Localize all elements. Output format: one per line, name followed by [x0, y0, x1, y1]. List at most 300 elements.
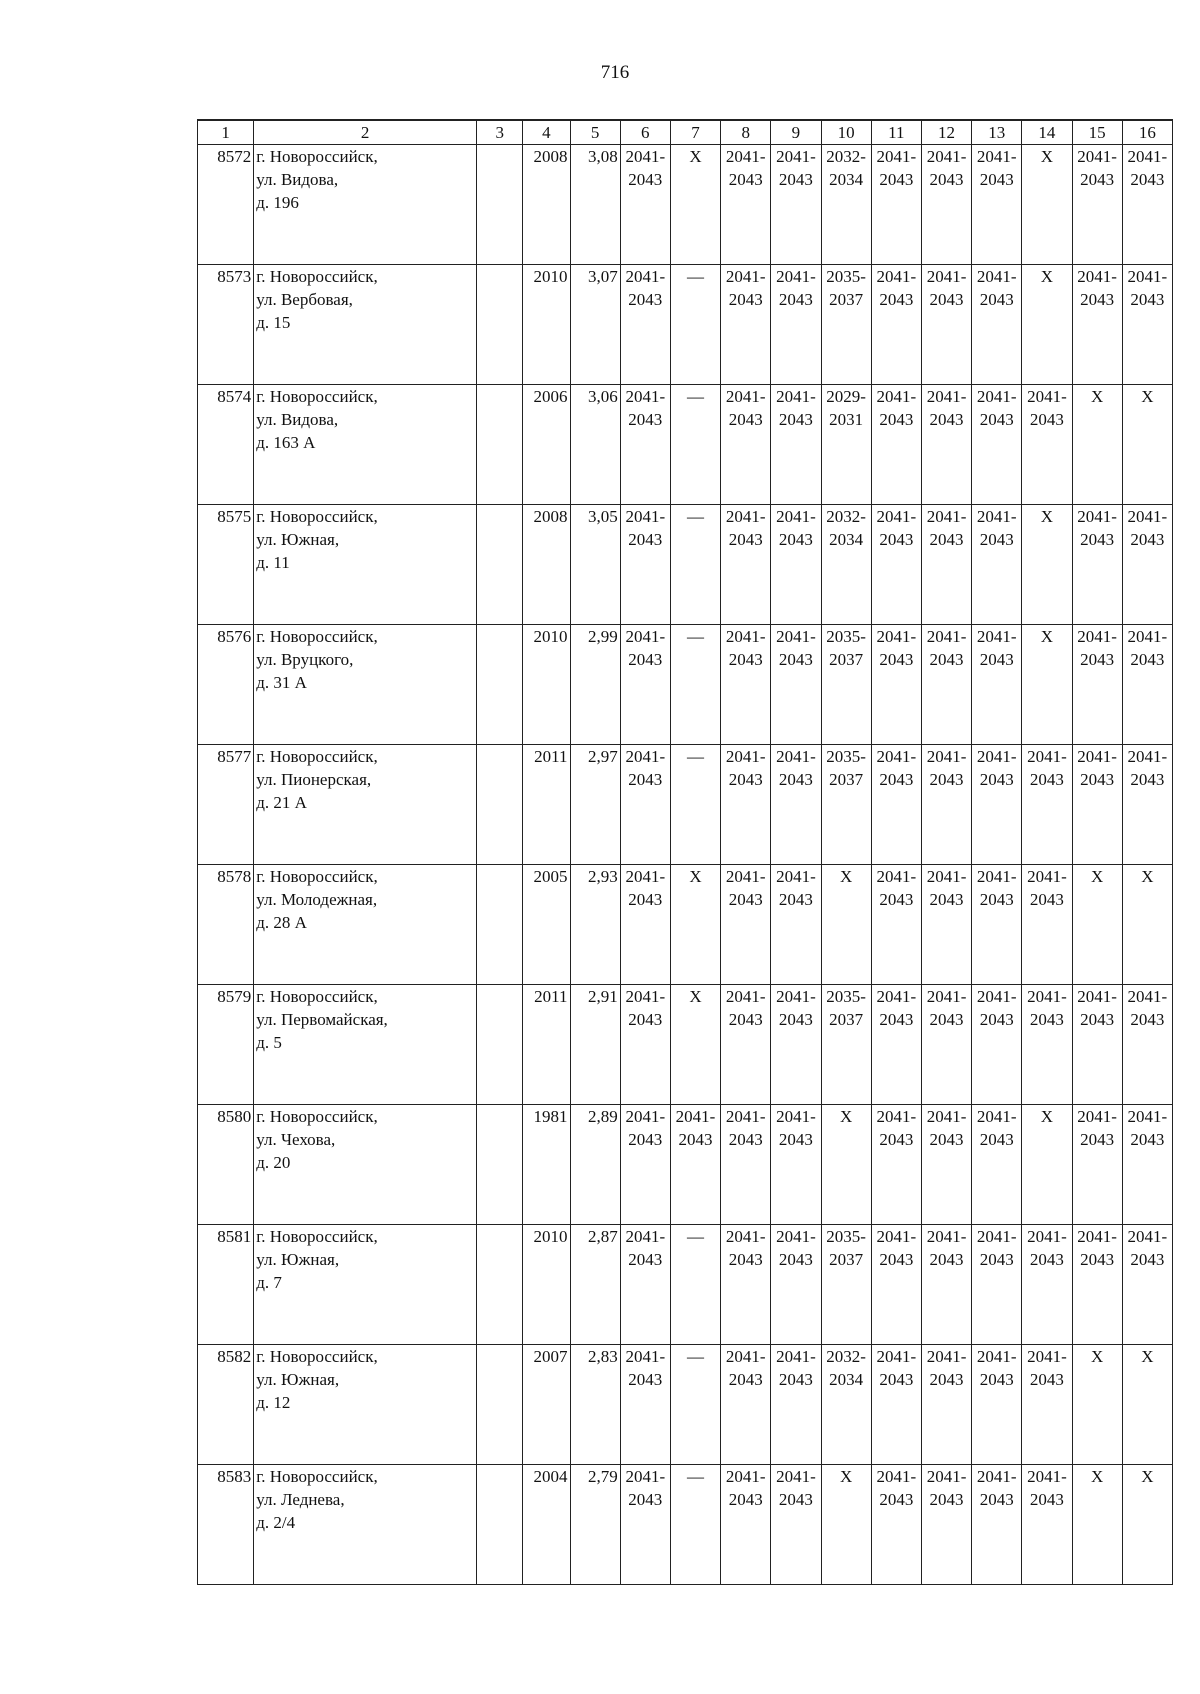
period-text: 2043 — [778, 1250, 813, 1269]
period-text: 2043 — [1130, 170, 1165, 189]
period-text: 2043 — [628, 1490, 663, 1509]
period-text: 2041- — [625, 1467, 666, 1486]
column-header-6: 6 — [620, 120, 670, 145]
period-text: 2041- — [926, 747, 967, 766]
period-text: 2041- — [1077, 987, 1117, 1006]
period-text: 2035- — [826, 267, 866, 286]
period-text: 2043 — [879, 1130, 914, 1149]
page-number: 716 — [600, 62, 630, 83]
address-line: г. Новороссийск, — [256, 867, 378, 886]
period-text: 2035- — [826, 1227, 866, 1246]
period-cell — [871, 745, 921, 865]
address-line: г. Новороссийск, — [256, 1107, 378, 1126]
period-text: 2043 — [628, 1010, 663, 1029]
period-cell — [1122, 865, 1172, 985]
period-text: 2041- — [725, 1227, 766, 1246]
period-text: 2043 — [929, 890, 964, 909]
period-cell — [871, 625, 921, 745]
table-row — [198, 865, 1173, 985]
period-cell — [670, 985, 720, 1105]
period-cell — [721, 745, 771, 865]
period-cell — [771, 745, 821, 865]
address-cell — [254, 625, 477, 745]
period-text: 2041- — [926, 867, 967, 886]
period-text: 2043 — [728, 890, 763, 909]
period-text: 2041- — [1127, 987, 1168, 1006]
column-3-cell — [477, 385, 523, 505]
period-text: 2041- — [776, 387, 816, 406]
period-text: X — [1040, 1107, 1054, 1126]
period-text: 2043 — [879, 650, 914, 669]
period-cell — [771, 625, 821, 745]
period-text: — — [687, 387, 704, 406]
address-line: д. 5 — [256, 1033, 282, 1052]
column-3-cell — [477, 1345, 523, 1465]
period-text: X — [689, 987, 702, 1006]
period-cell — [620, 505, 670, 625]
year-cell: 2010 — [523, 1225, 570, 1345]
period-text: 2043 — [979, 1370, 1014, 1389]
period-text: 2043 — [778, 530, 813, 549]
period-text: 2043 — [628, 530, 663, 549]
address-cell — [254, 385, 477, 505]
period-cell — [721, 385, 771, 505]
address-line: г. Новороссийск, — [256, 627, 378, 646]
address-line: ул. Леднева, — [256, 1490, 345, 1509]
period-text: 2041- — [1027, 867, 1067, 886]
period-text: 2041- — [725, 1107, 766, 1126]
period-text: X — [1040, 147, 1054, 166]
period-cell — [1022, 265, 1072, 385]
period-text: 2041- — [725, 1347, 766, 1366]
period-text: 2043 — [678, 1130, 713, 1149]
period-cell — [1072, 145, 1122, 265]
period-text: X — [839, 1467, 853, 1486]
period-cell — [972, 505, 1022, 625]
period-text: 2041- — [976, 747, 1017, 766]
period-cell — [1072, 1225, 1122, 1345]
period-text: 2043 — [778, 290, 813, 309]
period-cell — [670, 265, 720, 385]
period-text: X — [689, 147, 702, 166]
address-line: г. Новороссийск, — [256, 1467, 378, 1486]
period-cell — [1072, 505, 1122, 625]
period-text: 2043 — [1029, 770, 1064, 789]
table-row — [198, 1225, 1173, 1345]
address-line: д. 163 А — [256, 433, 316, 452]
period-cell — [1122, 985, 1172, 1105]
year-cell: 1981 — [523, 1105, 570, 1225]
row-number-cell: 8579 — [198, 985, 254, 1105]
value-cell: 3,06 — [570, 385, 620, 505]
period-text: 2041- — [675, 1107, 716, 1126]
address-line: д. 196 — [256, 193, 299, 212]
period-text: 2041- — [1027, 387, 1067, 406]
period-text: — — [687, 747, 704, 766]
table-row — [198, 265, 1173, 385]
period-cell — [1022, 385, 1072, 505]
period-cell — [1022, 1465, 1072, 1585]
column-header-3: 3 — [477, 120, 523, 145]
period-cell — [1022, 1345, 1072, 1465]
period-cell — [972, 1225, 1022, 1345]
period-text: X — [1040, 267, 1054, 286]
period-cell — [620, 1465, 670, 1585]
period-text: 2041- — [926, 387, 967, 406]
period-text: — — [687, 1347, 704, 1366]
period-cell — [771, 1345, 821, 1465]
period-text: 2041- — [876, 147, 917, 166]
period-text: 2043 — [979, 650, 1014, 669]
period-cell — [1122, 1225, 1172, 1345]
period-cell — [871, 1105, 921, 1225]
period-text: 2041- — [776, 747, 816, 766]
period-text: 2043 — [929, 410, 964, 429]
table-row — [198, 145, 1173, 265]
row-number-cell: 8572 — [198, 145, 254, 265]
period-text: X — [1090, 1467, 1104, 1486]
period-text: 2043 — [728, 290, 763, 309]
year-cell: 2008 — [523, 505, 570, 625]
period-cell — [1022, 625, 1072, 745]
address-line: ул. Южная, — [256, 530, 340, 549]
period-text: 2043 — [778, 1370, 813, 1389]
column-3-cell — [477, 505, 523, 625]
period-text: 2041- — [776, 867, 816, 886]
period-text: 2043 — [929, 290, 964, 309]
period-cell — [821, 1465, 871, 1585]
row-number-cell: 8578 — [198, 865, 254, 985]
period-cell — [620, 385, 670, 505]
period-cell — [1122, 505, 1172, 625]
period-text: 2043 — [979, 1010, 1014, 1029]
period-cell — [620, 1345, 670, 1465]
address-line: ул. Видова, — [256, 170, 339, 189]
period-text: 2043 — [1029, 410, 1064, 429]
period-text: 2043 — [1029, 890, 1064, 909]
period-text: 2041- — [926, 1227, 967, 1246]
address-line: ул. Молодежная, — [256, 890, 378, 909]
table-row — [198, 985, 1173, 1105]
period-cell — [721, 505, 771, 625]
period-cell — [921, 745, 971, 865]
period-cell — [620, 145, 670, 265]
period-cell — [670, 1105, 720, 1225]
period-text: X — [839, 1107, 853, 1126]
period-text: 2043 — [628, 170, 663, 189]
period-text: 2035- — [826, 747, 866, 766]
period-cell — [871, 985, 921, 1105]
period-text: 2041- — [776, 1467, 816, 1486]
period-text: 2041- — [776, 1347, 816, 1366]
value-cell: 3,05 — [570, 505, 620, 625]
address-cell — [254, 865, 477, 985]
period-cell — [620, 265, 670, 385]
period-text: 2041- — [776, 1107, 816, 1126]
period-cell — [921, 1345, 971, 1465]
period-text: 2043 — [979, 290, 1014, 309]
period-text: 2037 — [829, 1250, 864, 1269]
period-text: 2041- — [1077, 147, 1117, 166]
period-cell — [1072, 1465, 1122, 1585]
period-text: 2043 — [1080, 770, 1115, 789]
period-text: 2041- — [926, 627, 967, 646]
period-text: 2041- — [1027, 987, 1067, 1006]
period-text: 2041- — [876, 987, 917, 1006]
period-text: 2043 — [628, 890, 663, 909]
period-cell — [771, 865, 821, 985]
address-line: г. Новороссийск, — [256, 267, 378, 286]
period-text: 2043 — [929, 1130, 964, 1149]
period-cell — [620, 625, 670, 745]
period-cell — [1022, 865, 1072, 985]
period-text: 2043 — [879, 170, 914, 189]
period-text: 2041- — [776, 627, 816, 646]
period-text: 2043 — [879, 410, 914, 429]
period-text: 2043 — [879, 1490, 914, 1509]
period-cell — [921, 865, 971, 985]
period-text: 2043 — [728, 1490, 763, 1509]
year-cell: 2004 — [523, 1465, 570, 1585]
period-cell — [921, 1225, 971, 1345]
period-text: X — [1040, 627, 1054, 646]
period-cell — [871, 1345, 921, 1465]
period-cell — [771, 505, 821, 625]
period-cell — [821, 145, 871, 265]
address-line: ул. Пионерская, — [256, 770, 372, 789]
period-text: X — [1141, 387, 1154, 406]
period-text: X — [1040, 507, 1054, 526]
table-row — [198, 625, 1173, 745]
period-text: 2041- — [776, 1227, 816, 1246]
address-cell — [254, 265, 477, 385]
building-repair-schedule-table — [197, 119, 1173, 1585]
period-text: 2041- — [1077, 1227, 1117, 1246]
address-line: д. 7 — [256, 1273, 282, 1292]
period-cell — [721, 625, 771, 745]
period-text: 2032- — [826, 1347, 866, 1366]
period-text: — — [687, 1467, 704, 1486]
value-cell: 2,99 — [570, 625, 620, 745]
period-text: 2043 — [879, 290, 914, 309]
period-text: 2043 — [929, 1370, 964, 1389]
address-line: д. 21 А — [256, 793, 307, 812]
period-text: 2043 — [1080, 290, 1115, 309]
period-text: 2043 — [728, 170, 763, 189]
period-cell — [721, 1345, 771, 1465]
period-cell — [871, 145, 921, 265]
column-header-4: 4 — [523, 120, 570, 145]
period-cell — [871, 505, 921, 625]
period-text: 2043 — [728, 650, 763, 669]
header-row — [198, 120, 1173, 145]
period-text: 2043 — [728, 1370, 763, 1389]
period-cell — [821, 505, 871, 625]
column-3-cell — [477, 865, 523, 985]
period-text: 2043 — [628, 650, 663, 669]
period-text: 2041- — [625, 987, 666, 1006]
period-text: 2041- — [876, 1347, 917, 1366]
period-text: X — [1090, 387, 1104, 406]
period-text: 2041- — [1127, 1227, 1168, 1246]
column-3-cell — [477, 1465, 523, 1585]
period-text: 2043 — [778, 650, 813, 669]
address-line: д. 12 — [256, 1393, 291, 1412]
address-line: г. Новороссийск, — [256, 1227, 378, 1246]
period-cell — [670, 505, 720, 625]
period-text: 2041- — [625, 267, 666, 286]
period-text: 2041- — [725, 507, 766, 526]
period-text: 2034 — [829, 170, 864, 189]
row-number-cell: 8577 — [198, 745, 254, 865]
period-text: 2043 — [628, 410, 663, 429]
address-line: г. Новороссийск, — [256, 387, 378, 406]
column-3-cell — [477, 145, 523, 265]
period-cell — [771, 145, 821, 265]
period-text: 2041- — [1027, 747, 1067, 766]
period-text: 2041- — [926, 147, 967, 166]
period-cell — [721, 865, 771, 985]
period-text: 2041- — [926, 1467, 967, 1486]
table-row — [198, 1105, 1173, 1225]
period-cell — [921, 1465, 971, 1585]
period-text: 2043 — [879, 530, 914, 549]
period-text: 2032- — [826, 507, 866, 526]
period-text: 2043 — [879, 1010, 914, 1029]
period-text: 2043 — [628, 770, 663, 789]
period-text: — — [687, 507, 704, 526]
period-cell — [771, 1465, 821, 1585]
column-header-10: 10 — [821, 120, 871, 145]
year-cell: 2011 — [523, 985, 570, 1105]
period-cell — [972, 625, 1022, 745]
address-line: г. Новороссийск, — [256, 147, 378, 166]
period-cell — [871, 385, 921, 505]
period-cell — [921, 985, 971, 1105]
period-cell — [821, 265, 871, 385]
column-header-15: 15 — [1072, 120, 1122, 145]
period-cell — [821, 385, 871, 505]
value-cell: 3,07 — [570, 265, 620, 385]
period-text: 2041- — [926, 1347, 967, 1366]
period-text: 2041- — [725, 987, 766, 1006]
period-cell — [871, 265, 921, 385]
column-header-11: 11 — [871, 120, 921, 145]
period-text: 2043 — [778, 1490, 813, 1509]
period-cell — [821, 865, 871, 985]
period-text: 2041- — [1127, 627, 1168, 646]
period-cell — [871, 1225, 921, 1345]
period-text: 2041- — [1027, 1227, 1067, 1246]
period-text: 2043 — [778, 770, 813, 789]
period-text: 2041- — [1127, 747, 1168, 766]
period-text: X — [1090, 1347, 1104, 1366]
address-line: ул. Южная, — [256, 1250, 340, 1269]
period-cell — [771, 385, 821, 505]
period-cell — [670, 1225, 720, 1345]
period-text: 2043 — [929, 1490, 964, 1509]
period-text: 2041- — [876, 867, 917, 886]
period-text: 2041- — [976, 1347, 1017, 1366]
address-cell — [254, 745, 477, 865]
value-cell: 2,89 — [570, 1105, 620, 1225]
period-text: 2041- — [1027, 1347, 1067, 1366]
column-header-8: 8 — [721, 120, 771, 145]
address-line: ул. Видова, — [256, 410, 339, 429]
period-cell — [972, 1345, 1022, 1465]
period-text: 2041- — [876, 627, 917, 646]
period-text: — — [687, 267, 704, 286]
value-cell: 2,93 — [570, 865, 620, 985]
address-line: г. Новороссийск, — [256, 507, 378, 526]
address-line: г. Новороссийск, — [256, 987, 378, 1006]
period-cell — [821, 745, 871, 865]
period-cell — [1022, 1225, 1072, 1345]
column-header-2: 2 — [254, 120, 477, 145]
period-text: 2043 — [979, 1130, 1014, 1149]
period-cell — [972, 865, 1022, 985]
period-text: 2041- — [976, 1227, 1017, 1246]
period-text: 2037 — [829, 290, 864, 309]
address-line: ул. Вруцкого, — [256, 650, 354, 669]
address-line: д. 11 — [256, 553, 290, 572]
address-line: д. 2/4 — [256, 1513, 296, 1532]
period-text: 2043 — [1130, 290, 1165, 309]
period-cell — [1072, 625, 1122, 745]
address-cell — [254, 1465, 477, 1585]
period-cell — [620, 985, 670, 1105]
period-text: 2041- — [1077, 747, 1117, 766]
address-cell — [254, 1105, 477, 1225]
period-text: 2034 — [829, 1370, 864, 1389]
period-text: 2043 — [979, 890, 1014, 909]
period-text: 2043 — [929, 1250, 964, 1269]
period-cell — [670, 1465, 720, 1585]
column-header-16: 16 — [1122, 120, 1172, 145]
period-text: 2043 — [979, 1250, 1014, 1269]
period-text: 2041- — [876, 1227, 917, 1246]
period-text: 2043 — [1080, 650, 1115, 669]
row-number-cell: 8583 — [198, 1465, 254, 1585]
period-text: X — [839, 867, 853, 886]
column-header-12: 12 — [921, 120, 971, 145]
period-text: 2043 — [879, 1370, 914, 1389]
row-number-cell: 8582 — [198, 1345, 254, 1465]
period-cell — [670, 385, 720, 505]
period-text: 2043 — [628, 1130, 663, 1149]
column-header-9: 9 — [771, 120, 821, 145]
period-text: 2043 — [628, 1250, 663, 1269]
address-line: г. Новороссийск, — [256, 747, 378, 766]
period-text: 2043 — [1130, 530, 1165, 549]
period-text: 2041- — [1077, 267, 1117, 286]
period-cell — [972, 745, 1022, 865]
address-cell — [254, 1225, 477, 1345]
period-cell — [821, 1225, 871, 1345]
period-text: 2037 — [829, 1010, 864, 1029]
period-cell — [721, 985, 771, 1105]
year-cell: 2010 — [523, 625, 570, 745]
period-text: 2041- — [625, 1347, 666, 1366]
period-text: 2041- — [1077, 1107, 1117, 1126]
period-text: 2041- — [876, 267, 917, 286]
period-text: 2043 — [1080, 1010, 1115, 1029]
period-cell — [921, 145, 971, 265]
period-cell — [1022, 505, 1072, 625]
address-cell — [254, 505, 477, 625]
table-row — [198, 1345, 1173, 1465]
period-cell — [721, 1225, 771, 1345]
